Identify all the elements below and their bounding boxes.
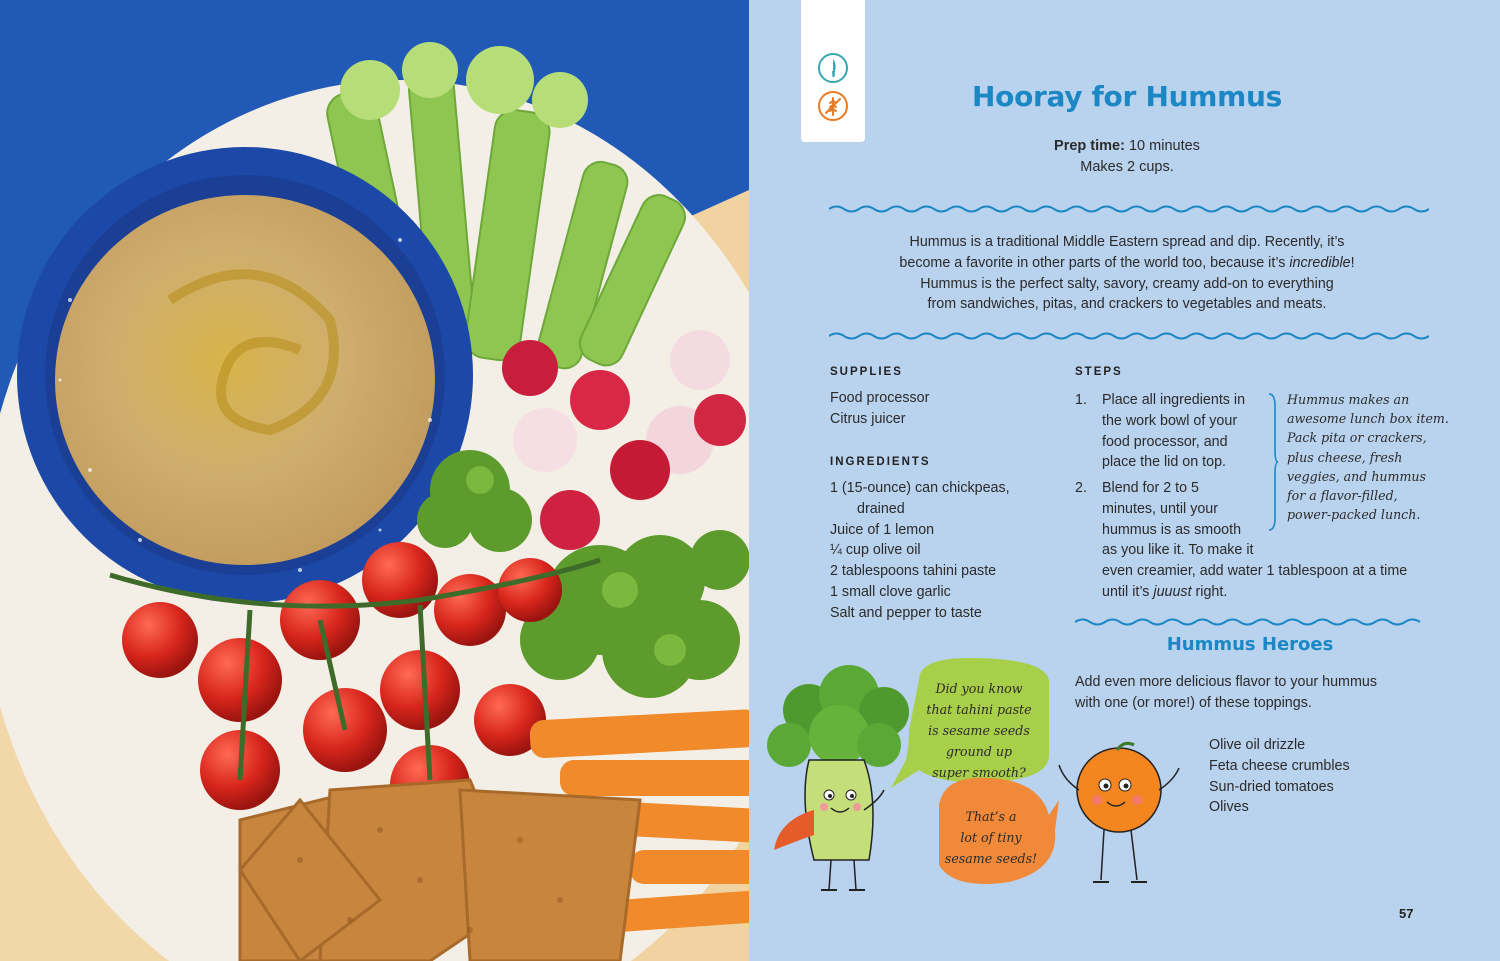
step-line: as you like it. To make it xyxy=(1102,542,1254,559)
supplies-heading: SUPPLIES xyxy=(830,366,903,378)
supplies-list xyxy=(830,388,929,430)
wave-divider xyxy=(1075,617,1427,627)
list-item: drained xyxy=(857,500,905,517)
speech-bubble-sesame xyxy=(931,806,1051,869)
list-item: 1 (15-ounce) can chickpeas, xyxy=(830,480,1010,496)
prep-time-label: Prep time: xyxy=(1054,138,1125,154)
step-line: the work bowl of your xyxy=(1102,412,1238,429)
brace-divider xyxy=(1265,392,1279,532)
list-item: Feta cheese crumbles xyxy=(1209,757,1350,774)
bubble-line: super smooth? xyxy=(932,765,1026,780)
intro-line: from sandwiches, pitas, and crackers to vegetables and meats. xyxy=(927,296,1327,313)
tip-line: power-packed lunch. xyxy=(1287,507,1421,523)
tip-line: plus cheese, fresh xyxy=(1287,449,1403,465)
bubble-line: that tahini paste xyxy=(926,702,1032,717)
list-item: Sun-dried tomatoes xyxy=(1209,778,1334,795)
step-line-start: until it’s xyxy=(1102,583,1154,600)
bubble-line: That’s a xyxy=(965,809,1017,824)
ingredients-heading: INGREDIENTS xyxy=(830,456,931,468)
step-emphasis: juuust xyxy=(1153,583,1192,600)
knife-icon xyxy=(818,53,848,83)
step-line-end: right. xyxy=(1191,583,1228,600)
intro-line-text: become a favorite in other parts of the world too, because it’s xyxy=(899,254,1290,271)
step-number: 2. xyxy=(1075,480,1087,496)
step-line: place the lid on top. xyxy=(1102,454,1226,471)
steps-heading: STEPS xyxy=(1075,366,1123,378)
bubble-line: Did you know xyxy=(935,681,1023,696)
recipe-title: Hooray for Hummus xyxy=(972,80,1282,113)
tip-line: Pack pita or crackers, xyxy=(1287,430,1427,446)
wave-divider xyxy=(829,204,1429,214)
intro-paragraph xyxy=(869,232,1385,315)
heroes-line: Add even more delicious flavor to your hummus xyxy=(1075,674,1377,690)
hummus-platter-photo xyxy=(0,0,749,961)
speech-bubble-tahini xyxy=(909,678,1049,783)
tip-line: Hummus makes an xyxy=(1287,392,1410,407)
step-line: minutes, until your xyxy=(1102,500,1219,517)
heroes-line: with one (or more!) of these toppings. xyxy=(1075,694,1312,711)
step-line: food processor, and xyxy=(1102,433,1228,450)
hummus-heroes-title: Hummus Heroes xyxy=(1166,634,1334,655)
bubble-line: ground up xyxy=(945,744,1013,759)
intro-line: Hummus is a traditional Middle Eastern spread and dip. Recently, it’s xyxy=(909,234,1345,250)
step-text xyxy=(1102,390,1292,473)
step-line: even creamier, add water 1 tablespoon at a time xyxy=(1102,563,1408,580)
list-item: Olive oil drizzle xyxy=(1209,737,1306,753)
diet-tab xyxy=(801,0,865,142)
list-item: Olives xyxy=(1209,799,1249,816)
list-item: 1 small clove garlic xyxy=(830,583,951,600)
prep-time-value: 10 minutes xyxy=(1124,138,1200,154)
tip-line: awesome lunch box item. xyxy=(1287,411,1449,427)
intro-emphasis: incredible xyxy=(1289,254,1351,271)
cartoon-characters xyxy=(759,650,1209,915)
step-line xyxy=(1102,582,1462,603)
prep-time xyxy=(977,138,1277,154)
intro-line xyxy=(869,253,1385,274)
recipe-page xyxy=(749,0,1500,961)
ingredients-list xyxy=(830,478,1010,624)
broccoli-character xyxy=(767,665,909,890)
list-item: Juice of 1 lemon xyxy=(830,521,935,538)
list-item: Salt and pepper to taste xyxy=(830,604,982,621)
list-item: Citrus juicer xyxy=(830,410,906,427)
list-item: Food processor xyxy=(830,390,930,406)
photo-illustration xyxy=(0,0,749,961)
step-number: 1. xyxy=(1075,392,1087,408)
tip-line: for a flavor-filled, xyxy=(1287,488,1398,504)
step-line: hummus is as smooth xyxy=(1102,521,1242,538)
orange-character xyxy=(1059,743,1179,882)
list-item: ¼ cup olive oil xyxy=(830,542,921,559)
lunch-tip xyxy=(1287,390,1457,524)
yield: Makes 2 cups. xyxy=(1080,159,1174,175)
step-line: Place all ingredients in xyxy=(1102,392,1246,408)
page-number: 57 xyxy=(1399,906,1414,921)
wave-divider xyxy=(829,331,1429,341)
bubble-line: sesame seeds! xyxy=(944,851,1038,866)
intro-bang: ! xyxy=(1350,254,1355,271)
tip-line: veggies, and hummus xyxy=(1287,468,1427,484)
bubble-line: is sesame seeds xyxy=(928,723,1030,738)
intro-line: Hummus is the perfect salty, savory, creamy add-on to everything xyxy=(920,275,1334,292)
step-line: Blend for 2 to 5 xyxy=(1102,480,1199,496)
gluten-free-icon xyxy=(818,91,848,121)
bubble-line: lot of tiny xyxy=(960,830,1022,845)
list-item: 2 tablespoons tahini paste xyxy=(830,563,997,580)
toppings-list xyxy=(1209,735,1350,818)
